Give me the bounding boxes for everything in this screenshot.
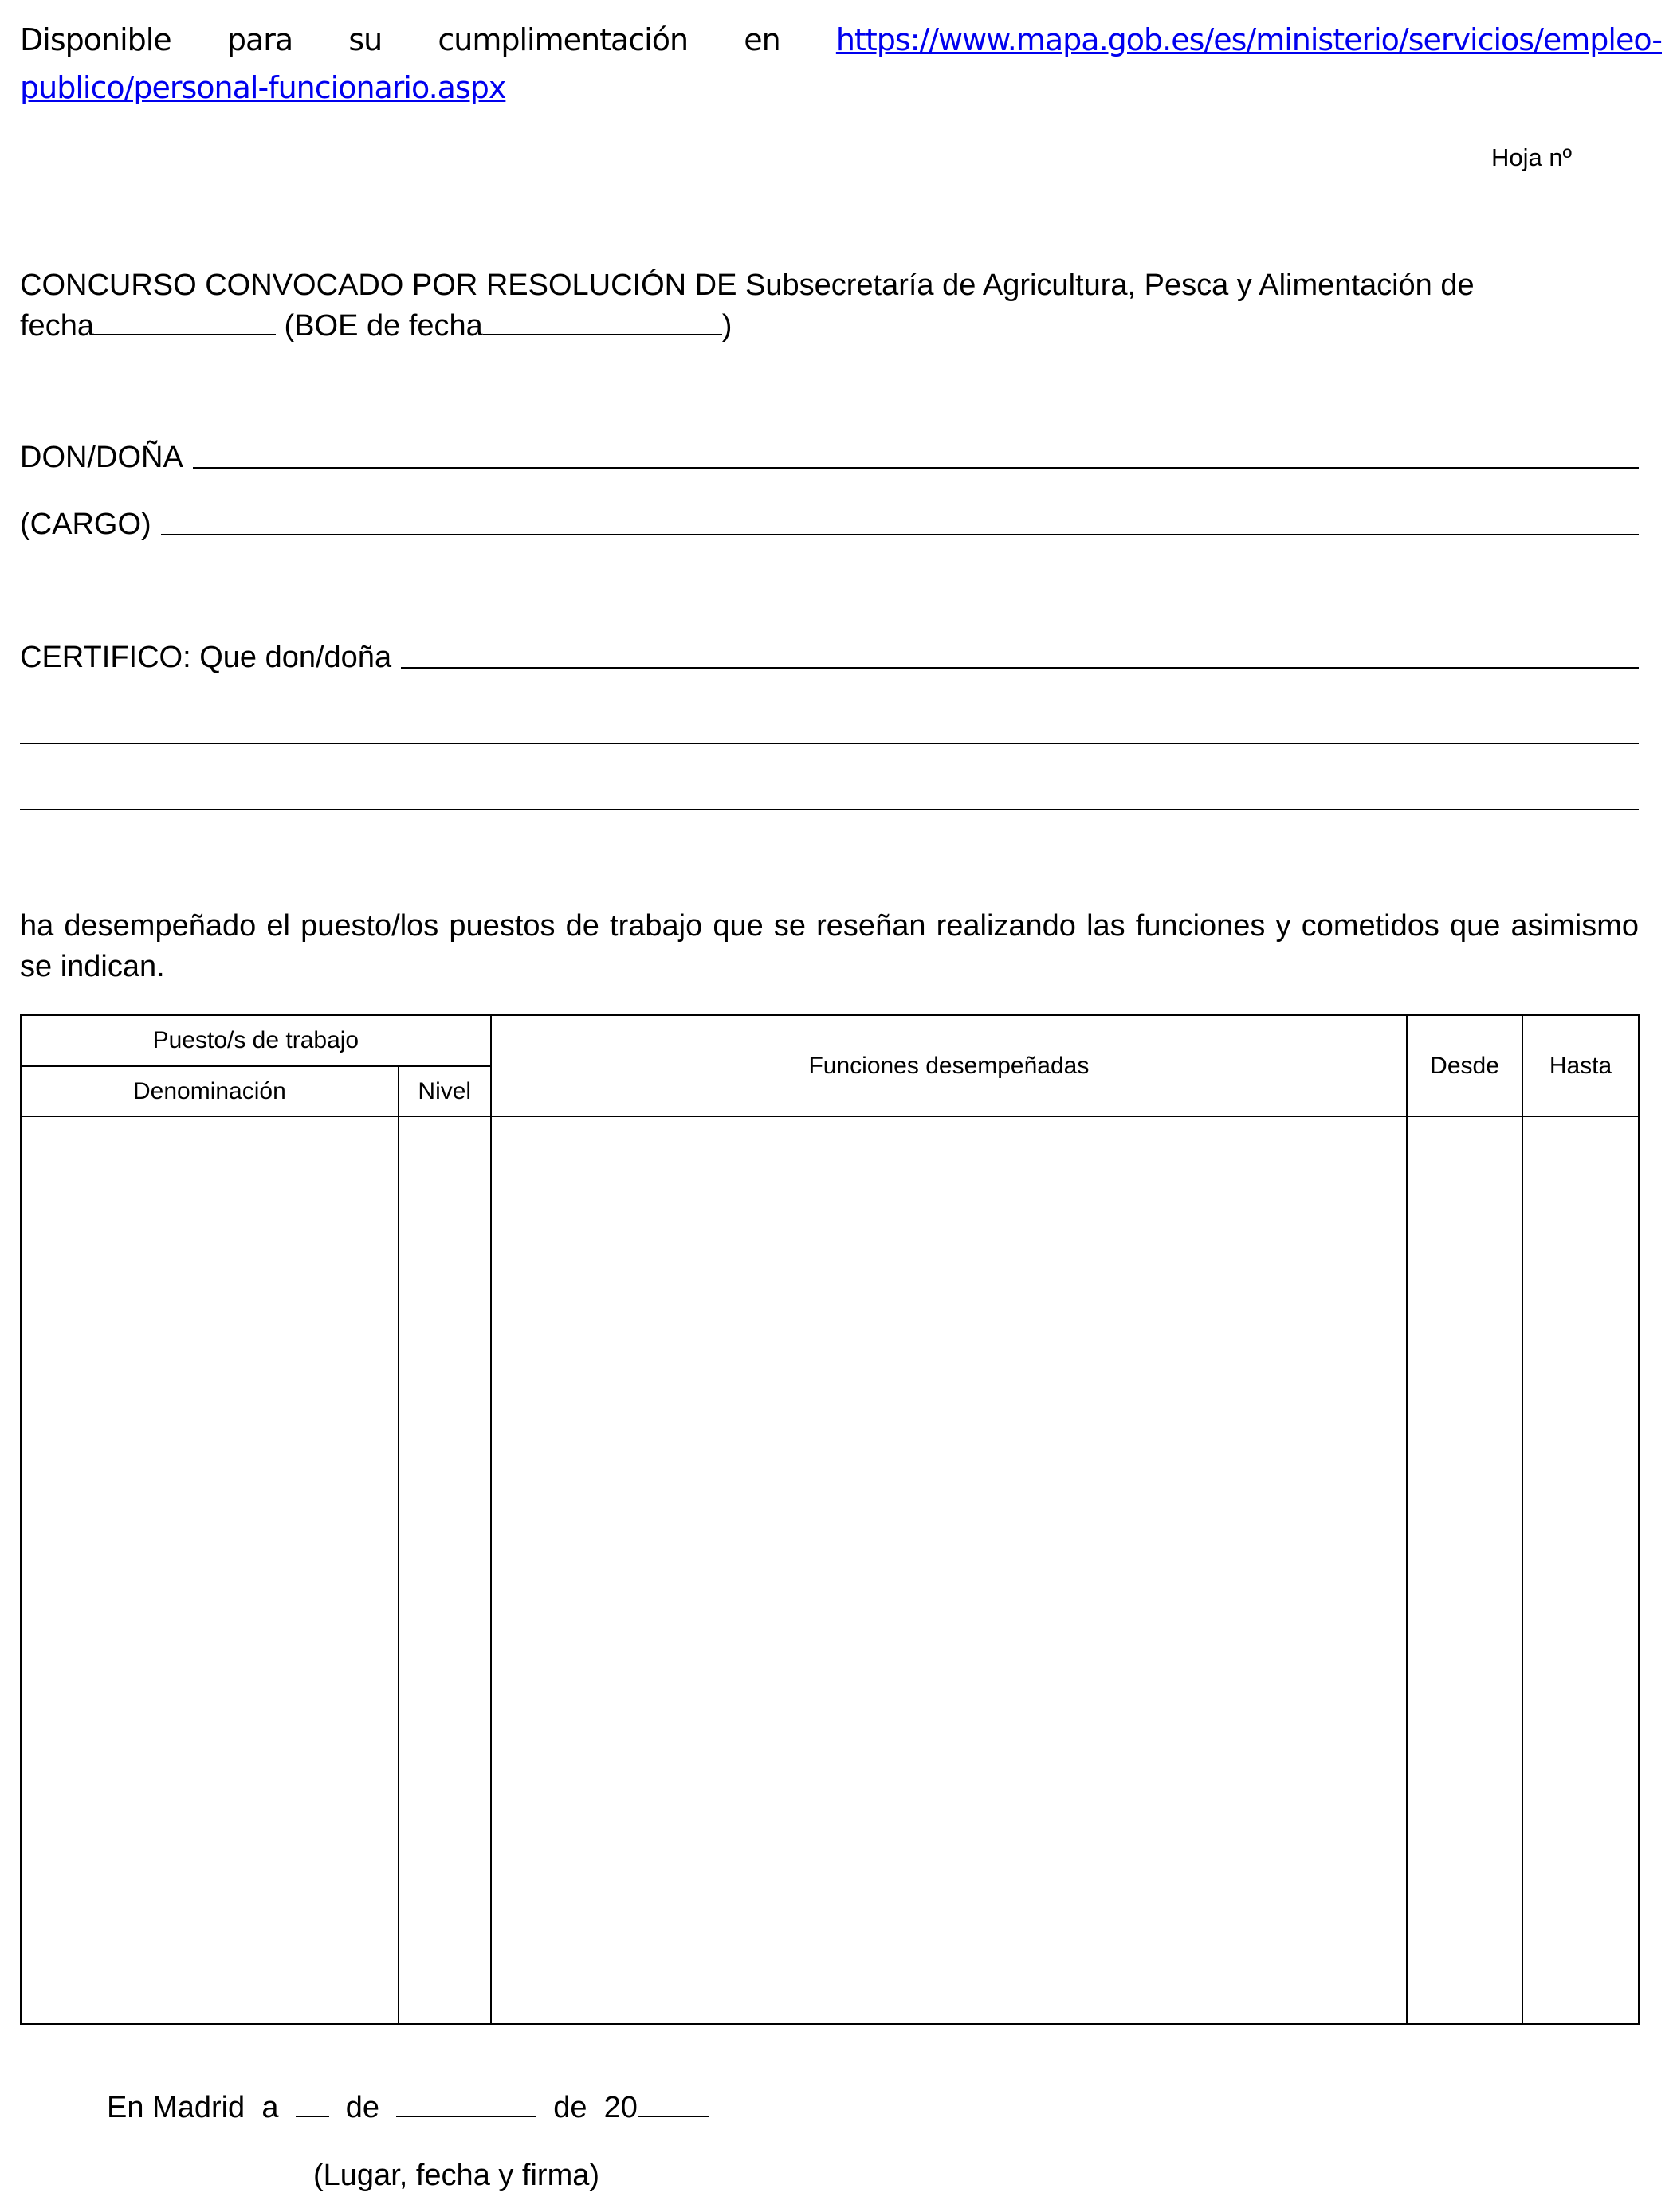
form-link-continuation[interactable]: publico/personal-funcionario.aspx — [20, 70, 506, 105]
year-prefix: 20 — [603, 2091, 638, 2124]
intro-word: en — [744, 22, 780, 57]
header-denominacion: Denominación — [21, 1066, 399, 1116]
form-link-continuation-wrap — [20, 70, 505, 105]
don-label: DON/DOÑA — [20, 441, 183, 474]
table-row — [21, 1116, 1639, 2024]
close-paren: ) — [721, 309, 732, 343]
sheet-number-label: Hoja nº — [1491, 143, 1572, 171]
concurso-paragraph — [20, 265, 1639, 347]
positions-table — [20, 1014, 1640, 2025]
signature-caption: (Lugar, fecha y firma) — [313, 2159, 600, 2192]
year-blank[interactable] — [638, 2092, 709, 2117]
certifico-label: CERTIFICO: Que don/doña — [20, 641, 392, 674]
intro-word: para — [226, 22, 293, 57]
de-label: de — [345, 2091, 379, 2124]
cargo-input-line[interactable] — [161, 533, 1639, 535]
intro-word: cumplimentación — [438, 22, 689, 57]
boe-label: (BOE de fecha — [284, 309, 483, 343]
header-nivel: Nivel — [399, 1066, 491, 1116]
cell-hasta[interactable] — [1522, 1116, 1639, 2024]
cargo-field — [20, 508, 1639, 542]
certifico-field — [20, 641, 1639, 675]
statement-paragraph: ha desempeñado el puesto/los puestos de trabajo que se reseñan realizando las funciones y cometidos que asimismo se indican. — [20, 909, 1639, 983]
form-link[interactable]: https://www.mapa.gob.es/es/ministerio/servicios/empleo- — [835, 22, 1662, 57]
availability-line — [20, 22, 1662, 57]
don-input-line[interactable] — [193, 466, 1639, 469]
cargo-label: (CARGO) — [20, 508, 151, 541]
concurso-text: CONCURSO CONVOCADO POR RESOLUCIÓN DE Subsecretaría de Agricultura, Pesca y Alimentación de — [20, 269, 1475, 302]
month-blank[interactable] — [396, 2092, 536, 2117]
cell-denominacion[interactable] — [21, 1116, 399, 2024]
fecha-label: fecha — [20, 309, 94, 343]
day-blank[interactable] — [296, 2092, 329, 2117]
don-field — [20, 441, 1639, 475]
cell-nivel[interactable] — [399, 1116, 491, 2024]
place-date-line — [107, 2091, 709, 2125]
cell-funciones[interactable] — [491, 1116, 1407, 2024]
intro-word: su — [348, 22, 383, 57]
de-label: de — [553, 2091, 587, 2124]
group-header-puestos: Puesto/s de trabajo — [21, 1015, 491, 1066]
fecha-blank[interactable] — [94, 310, 276, 335]
cell-desde[interactable] — [1407, 1116, 1522, 2024]
certifico-input-line[interactable] — [401, 666, 1639, 669]
boe-fecha-blank[interactable] — [483, 310, 722, 335]
certifico-continuation-line-1[interactable] — [20, 743, 1639, 744]
intro-word: Disponible — [20, 22, 171, 57]
certifico-continuation-line-2[interactable] — [20, 809, 1639, 810]
header-funciones: Funciones desempeñadas — [491, 1015, 1407, 1116]
place-label: En Madrid — [107, 2091, 245, 2124]
header-desde: Desde — [1407, 1015, 1522, 1116]
table-header-row — [21, 1015, 1639, 1066]
a-label: a — [261, 2091, 279, 2124]
header-hasta: Hasta — [1522, 1015, 1639, 1116]
